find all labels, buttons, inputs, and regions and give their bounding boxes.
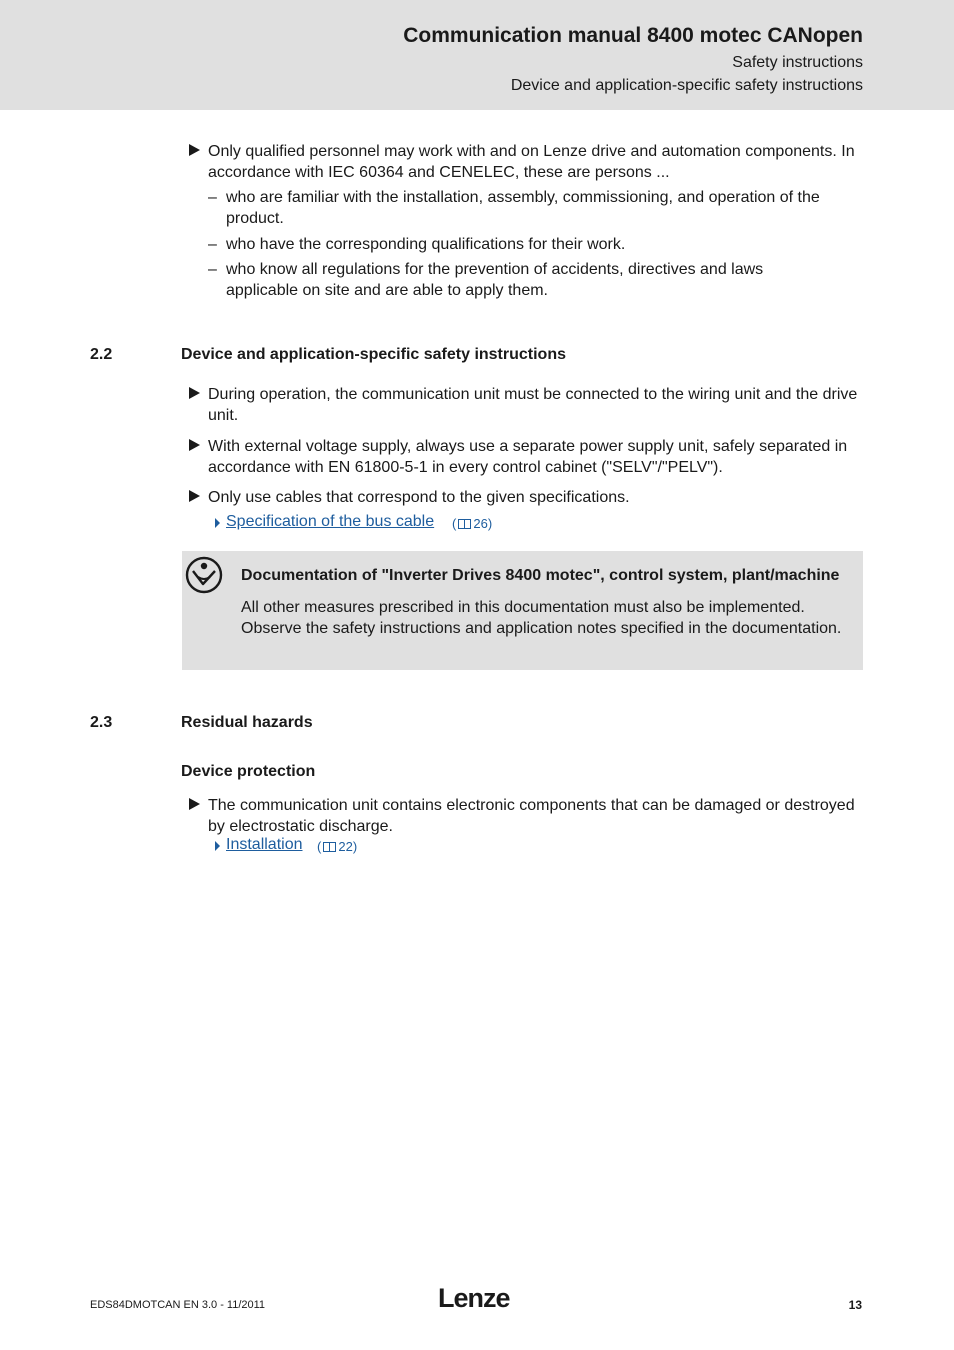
section-number: 2.3 [90, 714, 113, 731]
section-heading: Device and application-specific safety instructions [181, 346, 566, 363]
bullet-icon [189, 144, 200, 156]
documentation-note [182, 551, 863, 670]
bus-cable-spec-link[interactable]: Specification of the bus cable [226, 513, 435, 530]
ref-page-number: 26 [473, 516, 488, 531]
link-arrow-icon [215, 841, 220, 851]
dash-icon: – [208, 189, 217, 206]
dash-item-text: who know all regulations for the prevention of accidents, directives and laws applicable on site and are able to apply them. [226, 261, 764, 299]
section-number: 2.2 [90, 346, 113, 363]
bullet-icon [189, 387, 200, 399]
subheading: Device protection [181, 763, 316, 780]
book-icon [323, 842, 336, 852]
dash-icon: – [208, 236, 217, 253]
dash-item-text: who are familiar with the installation, assembly, commissioning, and operation of the product. [226, 189, 820, 227]
bullet-text: With external voltage supply, always use a separate power supply unit, safely separated in accordance with EN 61800-5-1 in every control cabinet ("SELV"/"PELV"). [208, 438, 848, 476]
bullet-icon [189, 798, 200, 810]
installation-link[interactable]: Installation [226, 836, 303, 853]
note-title: Documentation of "Inverter Drives 8400 motec", control system, plant/machine [241, 567, 840, 584]
bullet-text: During operation, the communication unit must be connected to the wiring unit and the drive unit. [208, 386, 858, 424]
ref-open: ( [317, 839, 322, 854]
dash-icon: – [208, 261, 217, 278]
section-heading: Residual hazards [181, 714, 313, 731]
link-arrow-icon [215, 518, 220, 528]
dash-item-text: who have the corresponding qualifications for their work. [226, 236, 626, 253]
chapter-title: Safety instructions [732, 54, 863, 71]
document-title: Communication manual 8400 motec CANopen [403, 24, 863, 47]
manual-reading-icon [185, 556, 223, 594]
note-text: All other measures prescribed in this documentation must also be implemented. Observe the safety instructions and application notes specified in the documentation. [241, 599, 842, 637]
bullet-icon [189, 490, 200, 502]
lenze-logo: Lenze [438, 1283, 510, 1313]
page-header [0, 0, 954, 110]
intro-bullet-text: Only qualified personnel may work with and on Lenze drive and automation components. In accordance with IEC 60364 and CENELEC, these are persons ... [208, 143, 855, 181]
page-reference[interactable] [317, 839, 357, 854]
book-icon [458, 519, 471, 529]
ref-close: ) [352, 839, 358, 854]
ref-page-number: 22 [338, 839, 353, 854]
page-number: 13 [848, 1298, 862, 1312]
page-reference[interactable] [452, 516, 492, 531]
section-title-header: Device and application-specific safety instructions [510, 77, 863, 94]
bullet-icon [189, 439, 200, 451]
bullet-text: The communication unit contains electronic components that can be damaged or destroyed by electrostatic discharge. [208, 797, 855, 835]
ref-open: ( [452, 516, 457, 531]
document-id: EDS84DMOTCAN EN 3.0 - 11/2011 [90, 1299, 266, 1311]
bullet-text: Only use cables that correspond to the given specifications. [208, 489, 630, 506]
ref-close: ) [487, 516, 493, 531]
